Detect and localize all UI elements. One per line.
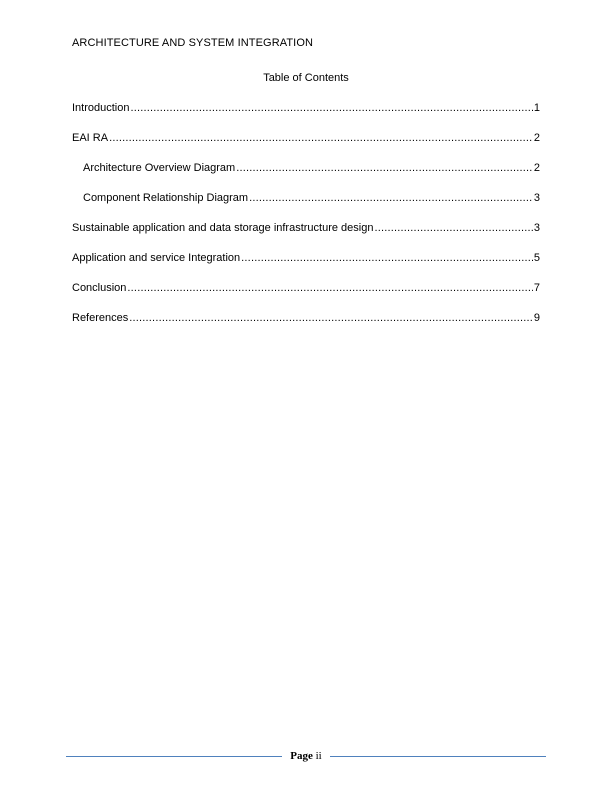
toc-entry-page: 1 <box>533 102 540 114</box>
toc-entry-page: 2 <box>533 132 540 144</box>
toc-entry-eai-ra[interactable] <box>72 132 540 147</box>
toc-dot-leader <box>129 312 533 324</box>
toc-entry-text: Conclusion <box>72 282 127 294</box>
toc-dot-leader <box>130 102 532 114</box>
toc-entry-references[interactable] <box>72 312 540 327</box>
toc-entry-text: References <box>72 312 129 324</box>
toc-entry-page: 9 <box>533 312 540 324</box>
toc-entry-text: Architecture Overview Diagram <box>83 162 236 174</box>
toc-entry-component-relationship-diagram[interactable] <box>72 192 540 207</box>
toc-dot-leader <box>241 252 533 264</box>
footer-page-word: Page <box>290 750 313 762</box>
toc-entry-conclusion[interactable] <box>72 282 540 297</box>
toc-dot-leader <box>249 192 533 204</box>
toc-entry-text: Component Relationship Diagram <box>83 192 249 204</box>
toc-entry-text: Introduction <box>72 102 130 114</box>
toc-entry-introduction[interactable] <box>72 102 540 117</box>
toc-entry-architecture-overview-diagram[interactable] <box>72 162 540 177</box>
toc-dot-leader <box>236 162 533 174</box>
page-footer <box>66 748 546 764</box>
toc-entry-application-service-integration[interactable] <box>72 252 540 267</box>
footer-rule-left <box>66 756 282 757</box>
toc-entry-page: 2 <box>533 162 540 174</box>
table-of-contents <box>72 102 540 342</box>
toc-entry-page: 5 <box>533 252 540 264</box>
toc-dot-leader <box>109 132 533 144</box>
toc-entry-page: 7 <box>533 282 540 294</box>
running-header: ARCHITECTURE AND SYSTEM INTEGRATION <box>72 37 314 49</box>
toc-entry-sustainable-application-design[interactable] <box>72 222 540 237</box>
toc-entry-text: Application and service Integration <box>72 252 241 264</box>
toc-entry-page: 3 <box>533 222 540 234</box>
toc-dot-leader <box>374 222 532 234</box>
footer-page-label <box>282 750 329 762</box>
toc-dot-leader <box>127 282 532 294</box>
toc-entry-page: 3 <box>533 192 540 204</box>
footer-page-number: ii <box>315 750 322 762</box>
toc-title: Table of Contents <box>263 72 349 84</box>
footer-rule-right <box>330 756 546 757</box>
toc-entry-text: Sustainable application and data storage infrastructure design <box>72 222 374 234</box>
toc-entry-text: EAI RA <box>72 132 109 144</box>
